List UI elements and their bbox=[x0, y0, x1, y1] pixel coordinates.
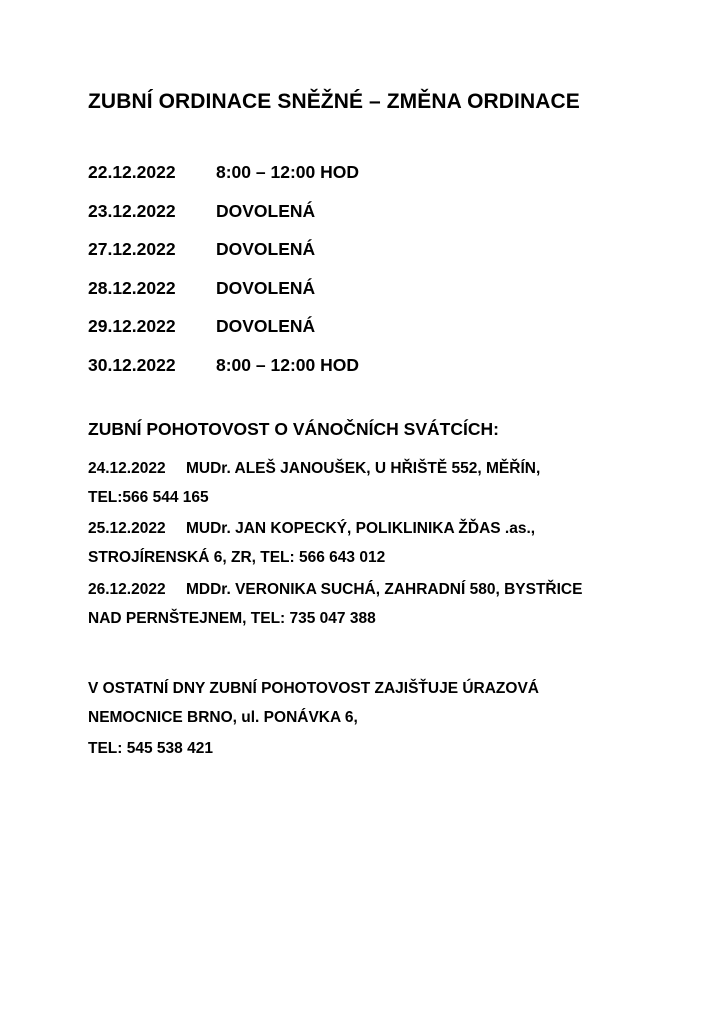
emergency-doctor: MUDr. JAN KOPECKÝ, POLIKLINIKA ŽĎAS .as., bbox=[186, 520, 536, 537]
other-days-phone: TEL: 545 538 421 bbox=[88, 740, 213, 757]
page-title: ZUBNÍ ORDINACE SNĚŽNÉ – ZMĚNA ORDINACE bbox=[88, 90, 580, 113]
schedule-hours: DOVOLENÁ bbox=[216, 201, 316, 221]
emergency-phone: STROJÍRENSKÁ 6, ZR, TEL: 566 643 012 bbox=[88, 549, 386, 566]
schedule-date: 29.12.2022 bbox=[88, 316, 176, 336]
emergency-line bbox=[88, 514, 648, 543]
schedule-hours: 8:00 – 12:00 HOD bbox=[216, 355, 359, 375]
emergency-entry bbox=[88, 575, 648, 633]
schedule-date: 28.12.2022 bbox=[88, 278, 176, 298]
other-days-note bbox=[88, 674, 539, 732]
schedule-hours: 8:00 – 12:00 HOD bbox=[216, 162, 359, 182]
emergency-phone: NAD PERNŠTEJNEM, TEL: 735 047 388 bbox=[88, 610, 376, 627]
emergency-line bbox=[88, 454, 648, 483]
emergency-doctor: MDDr. VERONIKA SUCHÁ, ZAHRADNÍ 580, BYSTŘICE bbox=[186, 581, 583, 598]
emergency-date: 24.12.2022 bbox=[88, 460, 166, 477]
emergency-heading: ZUBNÍ POHOTOVOST O VÁNOČNÍCH SVÁTCÍCH: bbox=[88, 419, 499, 439]
schedule-hours: DOVOLENÁ bbox=[216, 239, 316, 259]
emergency-entry bbox=[88, 454, 648, 512]
other-days-line: V OSTATNÍ DNY ZUBNÍ POHOTOVOST ZAJIŠŤUJE ÚRAZOVÁ bbox=[88, 680, 539, 697]
schedule-date: 22.12.2022 bbox=[88, 162, 176, 182]
emergency-doctor: MUDr. ALEŠ JANOUŠEK, U HŘIŠTĚ 552, MĚŘÍN, bbox=[186, 460, 541, 477]
emergency-date: 25.12.2022 bbox=[88, 520, 166, 537]
schedule-date: 27.12.2022 bbox=[88, 239, 176, 259]
schedule-date: 23.12.2022 bbox=[88, 201, 176, 221]
schedule-hours: DOVOLENÁ bbox=[216, 278, 316, 298]
emergency-entry bbox=[88, 514, 648, 572]
emergency-phone: TEL:566 544 165 bbox=[88, 489, 209, 506]
schedule-hours: DOVOLENÁ bbox=[216, 316, 316, 336]
schedule-date: 30.12.2022 bbox=[88, 355, 176, 375]
other-days-address: NEMOCNICE BRNO, ul. PONÁVKA 6, bbox=[88, 709, 358, 726]
emergency-line bbox=[88, 575, 648, 604]
emergency-date: 26.12.2022 bbox=[88, 581, 166, 598]
